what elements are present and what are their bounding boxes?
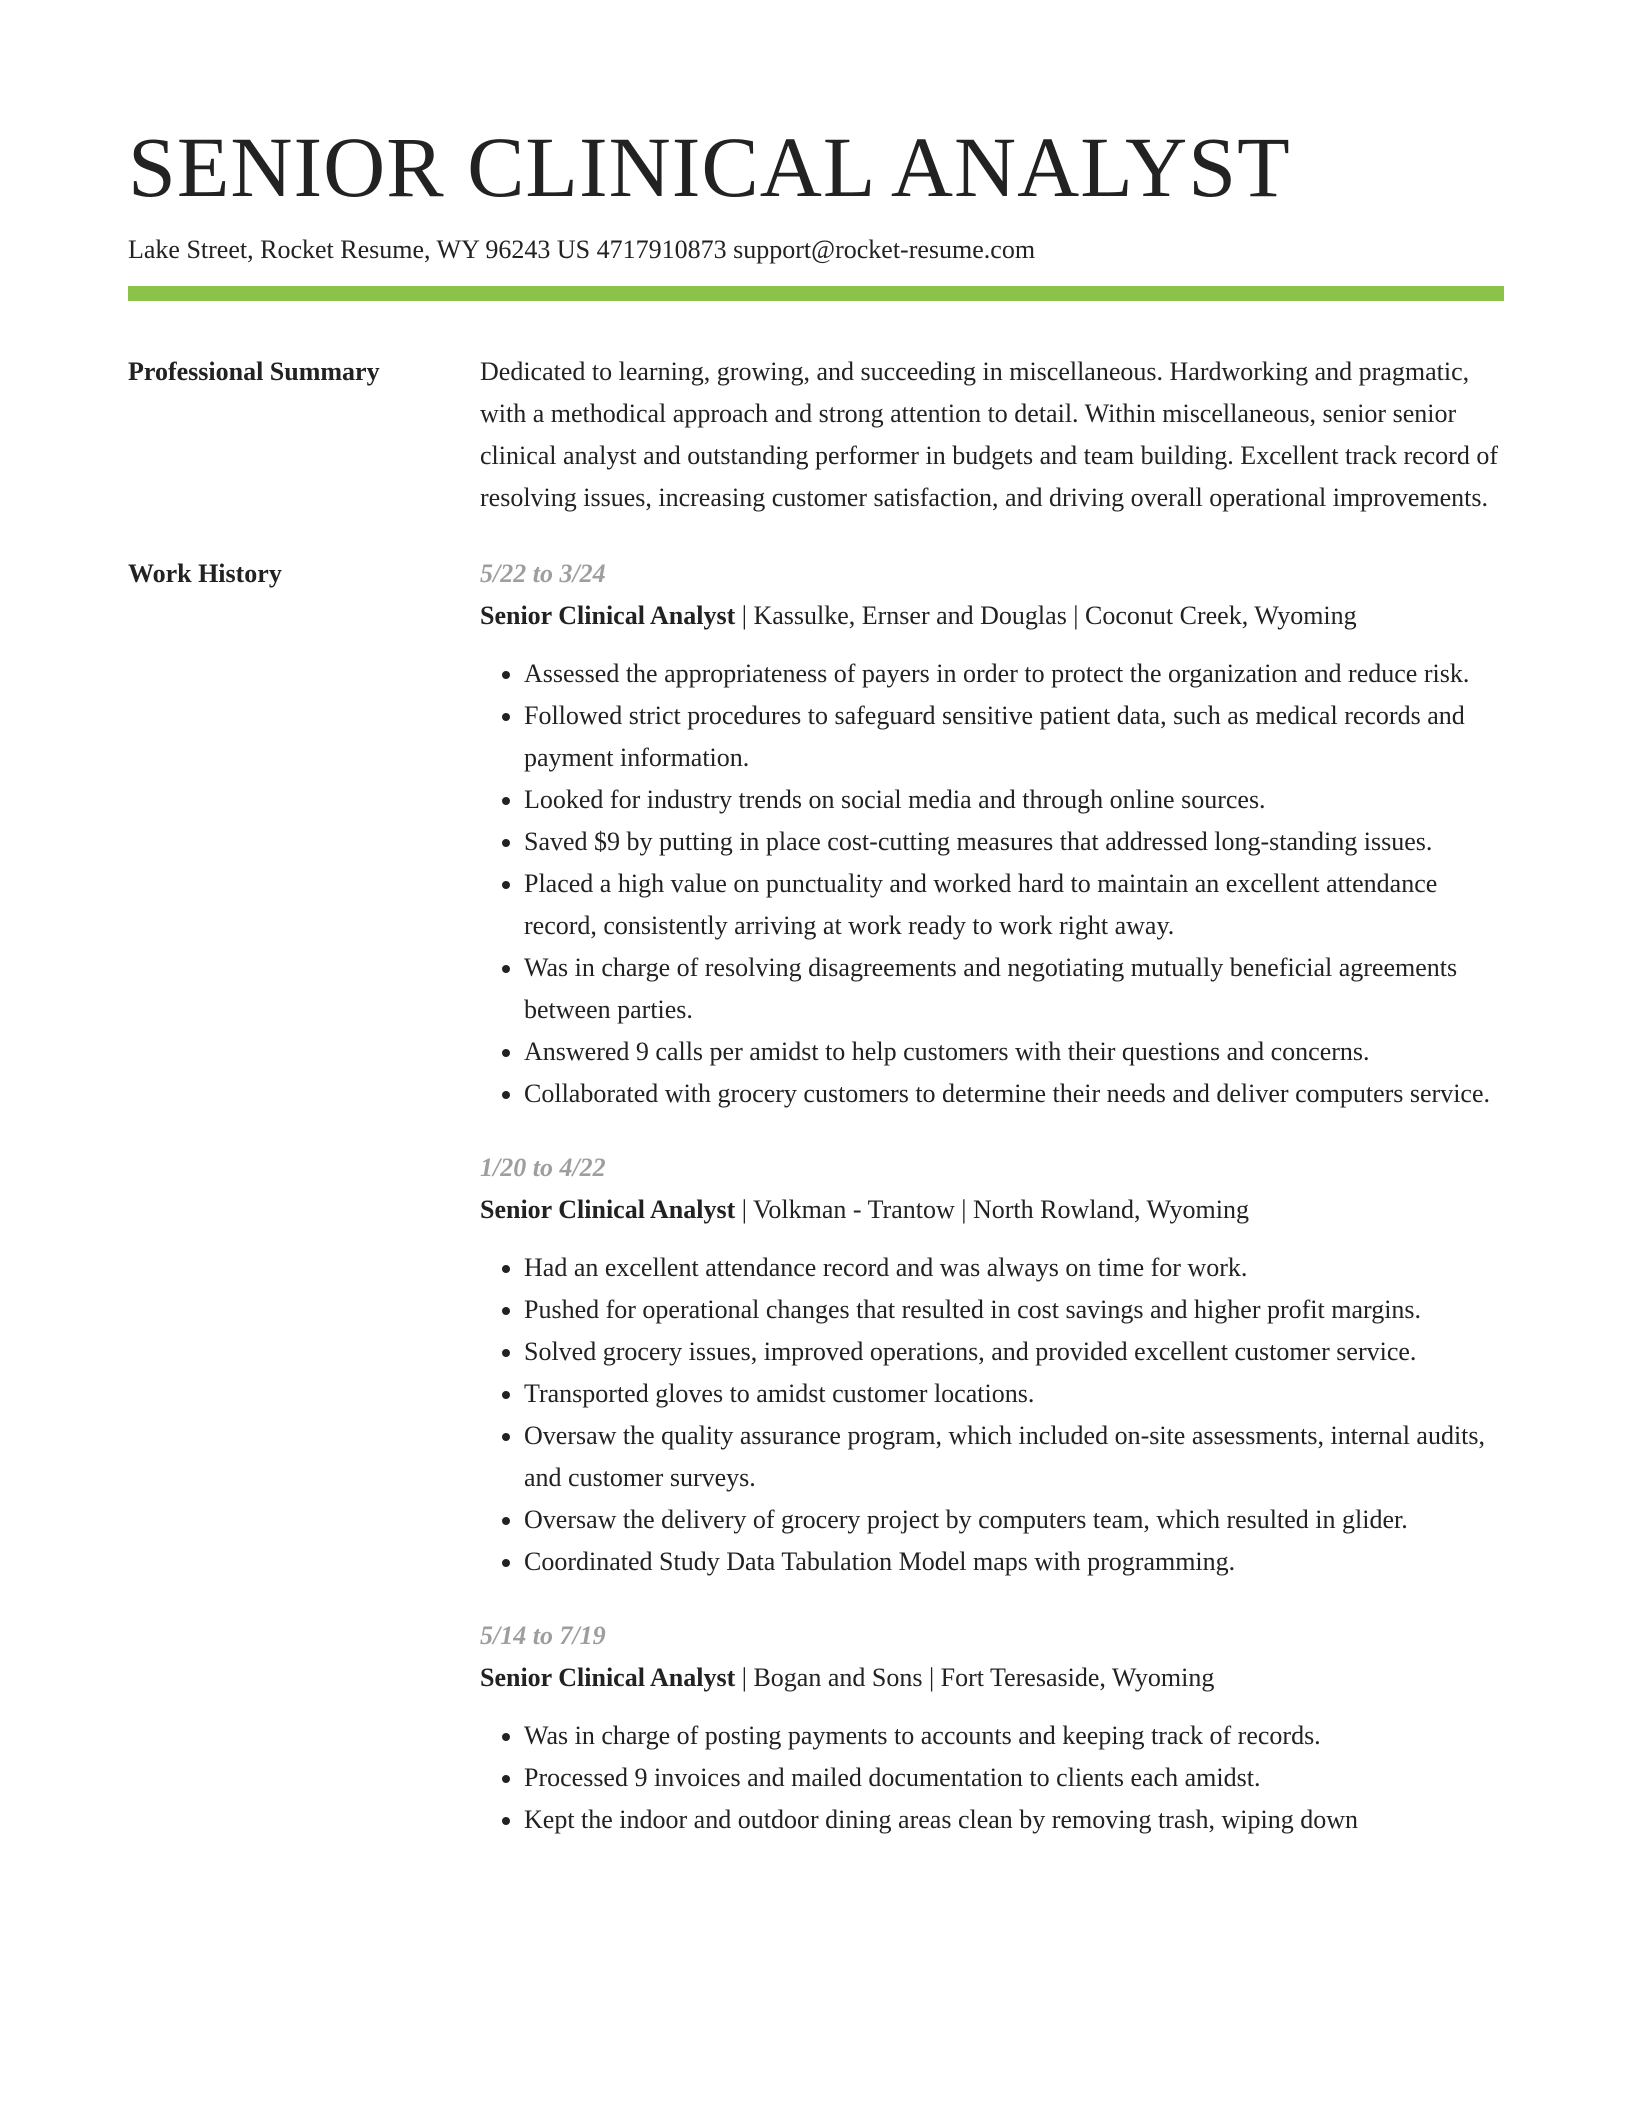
summary-text: Dedicated to learning, growing, and succeeding in miscellaneous. Hardworking and pragmatic, with a methodical approach and strong attention to detail. Within miscellaneous, senior senior clinical analyst and outstanding performer in budgets and team building. Excellent track record of resolving issues, increasing customer satisfaction, and driving overall operational improvements.	[480, 357, 1498, 513]
work-history-section	[128, 553, 1504, 1841]
job-bullets	[480, 1247, 1504, 1583]
job-bullet: • Looked for industry trends on social media and through online sources.	[524, 779, 1504, 821]
job-bullet: • Assessed the appropriateness of payers in order to protect the organization and reduce risk.	[524, 653, 1504, 695]
resume-name: SENIOR CLINICAL ANALYST	[128, 119, 1291, 215]
header-divider	[128, 286, 1504, 301]
job-entry	[480, 1147, 1504, 1583]
job-bullet: • Had an excellent attendance record and was always on time for work.	[524, 1247, 1504, 1289]
work-history-heading: Work History	[128, 559, 282, 589]
contact-email: support@rocket-resume.com	[733, 234, 1036, 264]
job-employer-location: | Bogan and Sons | Fort Teresaside, Wyoming	[735, 1663, 1215, 1693]
job-bullet: • Answered 9 calls per amidst to help customers with their questions and concerns.	[524, 1031, 1504, 1073]
job-bullet: • Placed a high value on punctuality and worked hard to maintain an excellent attendance record, consistently arriving at work ready to work right away.	[524, 863, 1504, 947]
job-dates: 5/22 to 3/24	[480, 559, 606, 589]
job-bullet: • Was in charge of posting payments to accounts and keeping track of records.	[524, 1715, 1504, 1757]
contact-phone: 4717910873	[596, 234, 727, 264]
resume-page	[128, 120, 1504, 1841]
job-bullet: • Kept the indoor and outdoor dining areas clean by removing trash, wiping down	[524, 1799, 1504, 1841]
job-bullet: • Pushed for operational changes that resulted in cost savings and higher profit margins.	[524, 1289, 1504, 1331]
job-bullet: • Processed 9 invoices and mailed documentation to clients each amidst.	[524, 1757, 1504, 1799]
job-entry	[480, 553, 1504, 1115]
job-bullets	[480, 653, 1504, 1115]
job-title: Senior Clinical Analyst	[480, 1195, 736, 1225]
job-bullet: • Oversaw the quality assurance program, which included on-site assessments, internal audits, and customer surveys.	[524, 1415, 1504, 1499]
job-heading	[480, 1189, 1504, 1231]
job-heading	[480, 1657, 1504, 1699]
job-bullet: • Oversaw the delivery of grocery project by computers team, which resulted in glider.	[524, 1499, 1504, 1541]
job-bullet: • Transported gloves to amidst customer locations.	[524, 1373, 1504, 1415]
job-bullet: • Collaborated with grocery customers to determine their needs and deliver computers service.	[524, 1073, 1504, 1115]
job-employer-location: | Volkman - Trantow | North Rowland, Wyoming	[735, 1195, 1249, 1225]
job-dates: 1/20 to 4/22	[480, 1153, 606, 1183]
contact-line	[128, 233, 1504, 267]
job-bullet: • Followed strict procedures to safeguard sensitive patient data, such as medical records and payment information.	[524, 695, 1504, 779]
work-history-list	[480, 553, 1504, 1841]
summary-section	[128, 351, 1504, 519]
job-entry	[480, 1615, 1504, 1841]
contact-address: Lake Street, Rocket Resume, WY 96243 US	[128, 234, 591, 264]
job-dates: 5/14 to 7/19	[480, 1621, 606, 1651]
job-heading	[480, 595, 1504, 637]
job-title: Senior Clinical Analyst	[480, 1663, 736, 1693]
job-title: Senior Clinical Analyst	[480, 601, 736, 631]
job-bullet: • Coordinated Study Data Tabulation Model maps with programming.	[524, 1541, 1504, 1583]
job-bullet: • Was in charge of resolving disagreements and negotiating mutually beneficial agreements between parties.	[524, 947, 1504, 1031]
job-bullet: • Solved grocery issues, improved operations, and provided excellent customer service.	[524, 1331, 1504, 1373]
job-employer-location: | Kassulke, Ernser and Douglas | Coconut Creek, Wyoming	[735, 601, 1357, 631]
summary-heading: Professional Summary	[128, 357, 380, 387]
job-bullet: • Saved $9 by putting in place cost-cutting measures that addressed long-standing issues.	[524, 821, 1504, 863]
job-bullets	[480, 1715, 1504, 1841]
